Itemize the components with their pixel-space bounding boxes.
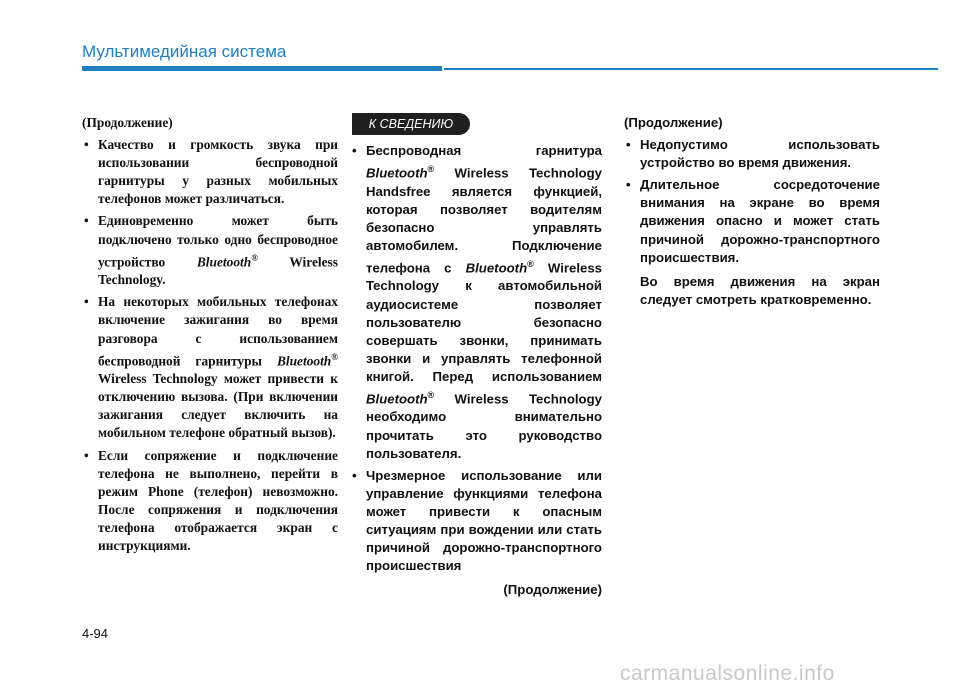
- header-title: Мультимедийная система: [82, 42, 287, 61]
- column-left: [82, 114, 338, 559]
- notice-badge: [352, 113, 470, 135]
- list-item: • Если сопряжение и подключение телефона не выполнено, перейти в режим Phone (телефон) невозможно. После сопряжения и подключения телефона отображается экран с инструкциями.: [82, 447, 338, 556]
- bullet-list: [82, 136, 338, 555]
- list-item: • Длительное сосредоточение внимания на экране во время движения опасно и может стать причиной дорожно-транспортного происшествия. Во время движения на экран следует смотреть кратковременно.: [624, 176, 880, 309]
- column-right: [624, 114, 880, 313]
- paragraph: Во время движения на экран следует смотреть кратковременно.: [640, 273, 880, 307]
- list-item: • Недопустимо использовать устройство во время движения.: [624, 136, 880, 172]
- continued-label: (Продолжение): [624, 115, 723, 130]
- page-number: 4-94: [82, 626, 109, 641]
- list-item: • Качество и громкость звука при использовании беспроводной гарнитуры у разных мобильных телефонов может различаться.: [82, 136, 338, 208]
- header-rule-thin: [444, 68, 938, 70]
- list-item: • Беспроводная гарнитура Bluetooth® Wireless Technology Handsfree является функцией, которая позволяет водителям безопасно управлять автомобилем. Подключение телефона с Bluetooth® Wireless Technology к автомобильной аудиосистеме позволяет пользователю безопасно совершать звонки, принимать звонки и управлять телефонной книгой. Перед использованием Bluetooth® Wireless Technology необходимо внимательно прочитать это руководство пользователя.: [350, 142, 602, 463]
- notice-badge-label: К СВЕДЕНИЮ: [368, 117, 454, 131]
- continued-label: (Продолжение): [82, 115, 173, 130]
- list-item: • На некоторых мобильных телефонах включение зажигания во время разговора с использованием беспроводной гарнитуры Bluetooth® Wireless Technology может привести к отключению вызова. (При включении зажигания следует включить на мобильном телефоне обратный вызов).: [82, 293, 338, 442]
- watermark: carmanualsonline.info: [620, 662, 835, 685]
- bullet-list: [624, 136, 880, 309]
- column-middle: [350, 142, 602, 599]
- bullet-list: [350, 142, 602, 575]
- header-rule-thick: [82, 66, 442, 71]
- continued-label: (Продолжение): [503, 582, 602, 598]
- list-item: • Единовременно может быть подключено только одно беспроводное устройство Bluetooth® Wireless Technology.: [82, 212, 338, 289]
- list-item: • Чрезмерное использование или управление функциями телефона может привести к опасным ситуациям при вождении или стать причиной дорожно-транспортного происшествия: [350, 467, 602, 576]
